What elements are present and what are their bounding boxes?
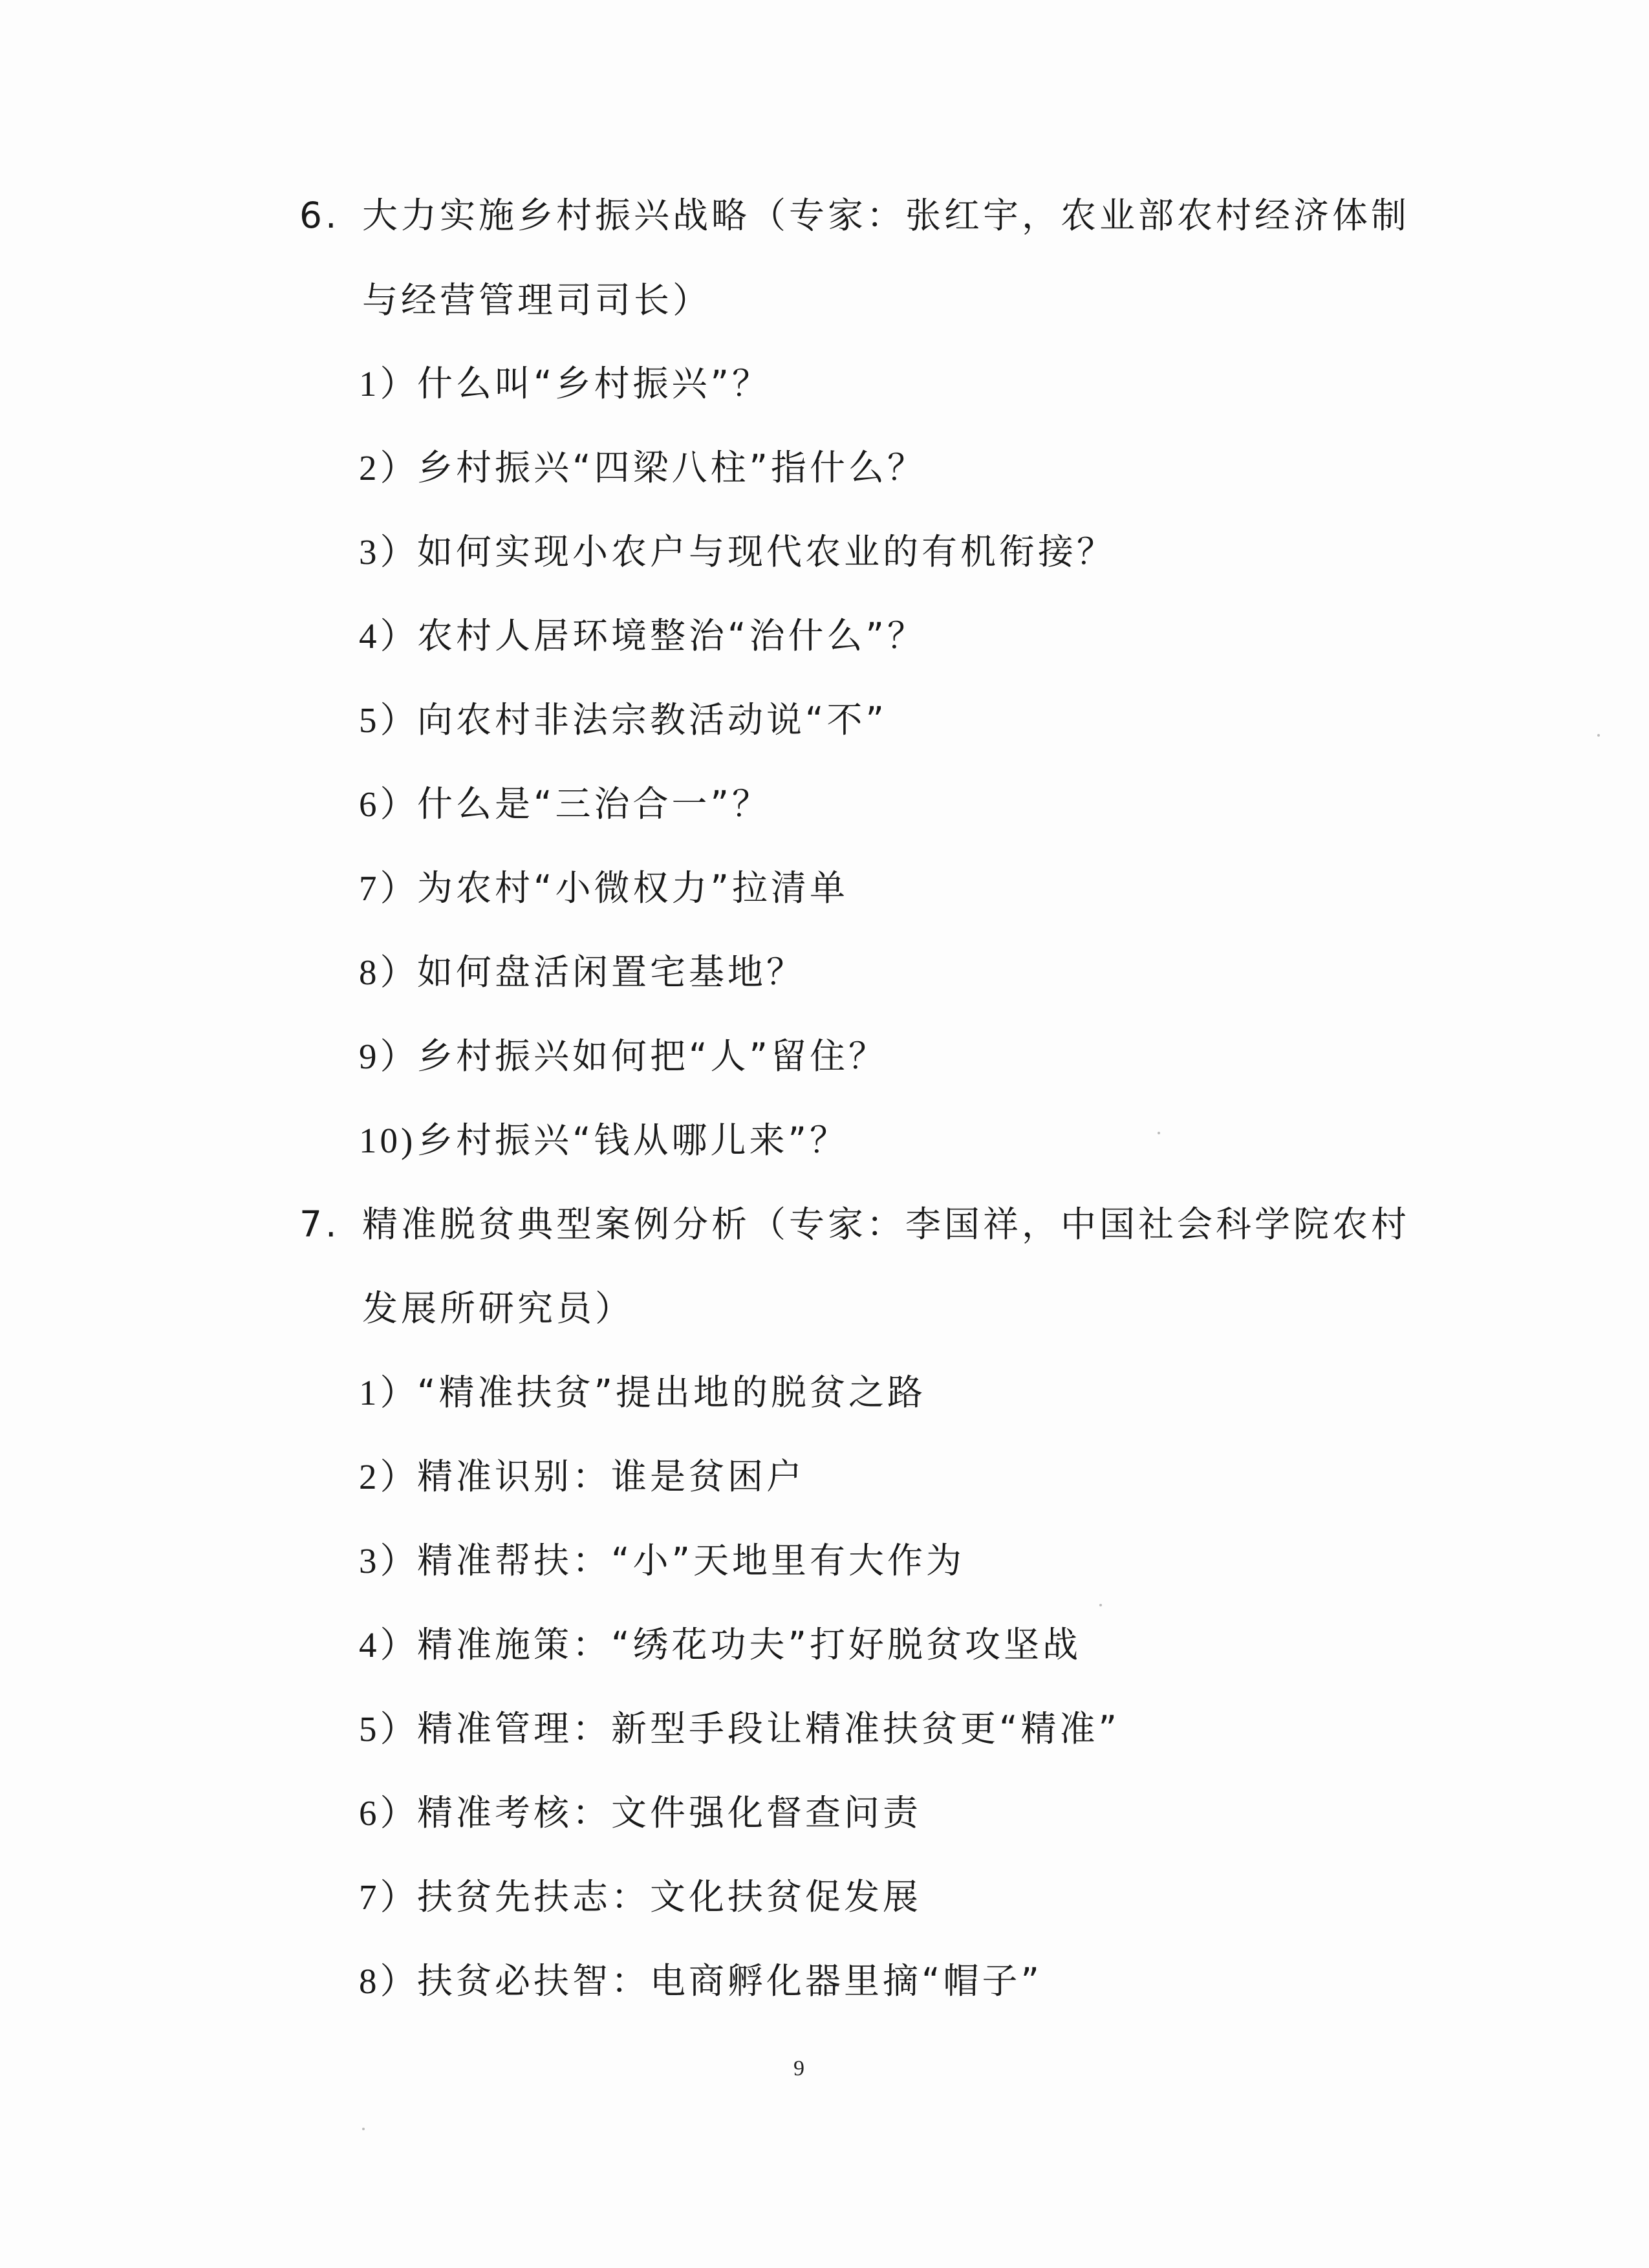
list-item: [359, 951, 806, 993]
list-item: [359, 1119, 848, 1161]
list-item: [359, 1960, 1042, 2002]
item-text: 什么叫“乡村振兴”？: [417, 363, 771, 404]
scan-speck: [1099, 1604, 1102, 1606]
item-number: 8）: [359, 953, 419, 992]
list-item: [359, 783, 771, 825]
item-number: 4）: [359, 1625, 419, 1665]
item-number: 8）: [359, 1961, 419, 2001]
item-number: 2）: [359, 448, 419, 488]
list-item: [359, 615, 926, 656]
item-number: 1）: [359, 1373, 419, 1412]
list-item: [359, 1035, 887, 1077]
list-item: [359, 1876, 922, 1917]
section-6-number: 6.: [299, 195, 340, 236]
list-item: [359, 1456, 806, 1497]
item-text: 什么是“三治合一”？: [417, 783, 771, 825]
section-6-title-line2: 与经营管理司司长）: [362, 279, 712, 321]
scan-speck: [1597, 734, 1600, 737]
item-number: 5）: [359, 700, 419, 740]
item-number: 6）: [359, 1793, 419, 1833]
page-number: 9: [793, 2057, 804, 2080]
list-item: [359, 531, 1116, 572]
item-text: 精准施策：“绣花功夫”打好脱贫攻坚战: [417, 1624, 1081, 1665]
list-item: [359, 363, 771, 404]
item-text: 乡村振兴“四梁八柱”指什么？: [417, 447, 926, 488]
list-item: [359, 1540, 965, 1581]
item-text: 扶贫必扶智：电商孵化器里摘“帽子”: [417, 1960, 1042, 2002]
item-text: 精准帮扶：“小”天地里有大作为: [417, 1540, 965, 1581]
item-number: 6）: [359, 784, 419, 824]
item-text: 向农村非法宗教活动说“不”: [417, 699, 887, 740]
item-text: 扶贫先扶志：文化扶贫促发展: [417, 1876, 922, 1917]
item-text: 乡村振兴“钱从哪儿来”？: [417, 1119, 848, 1161]
item-number: 3）: [359, 1541, 419, 1581]
list-item: [359, 1792, 922, 1833]
list-item: [359, 867, 848, 909]
item-text: 精准管理：新型手段让精准扶贫更“精准”: [417, 1708, 1120, 1749]
item-number: 3）: [359, 532, 419, 572]
section-7-title-line2: 发展所研究员）: [362, 1288, 634, 1329]
list-item: [359, 1708, 1120, 1749]
item-number: 10): [359, 1121, 416, 1160]
item-text: 为农村“小微权力”拉清单: [417, 867, 848, 909]
item-number: 7）: [359, 869, 419, 908]
scan-speck: [1158, 1132, 1160, 1134]
item-text: 如何盘活闲置宅基地？: [417, 951, 806, 993]
section-6-title-line1: 大力实施乡村振兴战略（专家：张红宇，农业部农村经济体制: [362, 195, 1410, 236]
item-text: “精准扶贫”提出地的脱贫之路: [417, 1372, 926, 1413]
list-item: [359, 699, 887, 740]
item-number: 4）: [359, 616, 419, 656]
item-text: 农村人居环境整治“治什么”？: [417, 615, 926, 656]
section-7-number: 7.: [299, 1204, 340, 1245]
item-text: 精准考核：文件强化督查问责: [417, 1792, 922, 1833]
scan-speck: [362, 2128, 365, 2130]
item-text: 乡村振兴如何把“人”留住？: [417, 1035, 887, 1077]
section-7-title-line1: 精准脱贫典型案例分析（专家：李国祥，中国社会科学院农村: [362, 1204, 1410, 1245]
item-number: 7）: [359, 1877, 419, 1917]
item-text: 精准识别：谁是贫困户: [417, 1456, 806, 1497]
list-item: [359, 1372, 926, 1413]
item-number: 1）: [359, 364, 419, 404]
list-item: [359, 447, 926, 488]
item-text: 如何实现小农户与现代农业的有机衔接？: [417, 531, 1116, 572]
item-number: 2）: [359, 1457, 419, 1496]
item-number: 5）: [359, 1709, 419, 1749]
item-number: 9）: [359, 1037, 419, 1076]
list-item: [359, 1624, 1081, 1665]
